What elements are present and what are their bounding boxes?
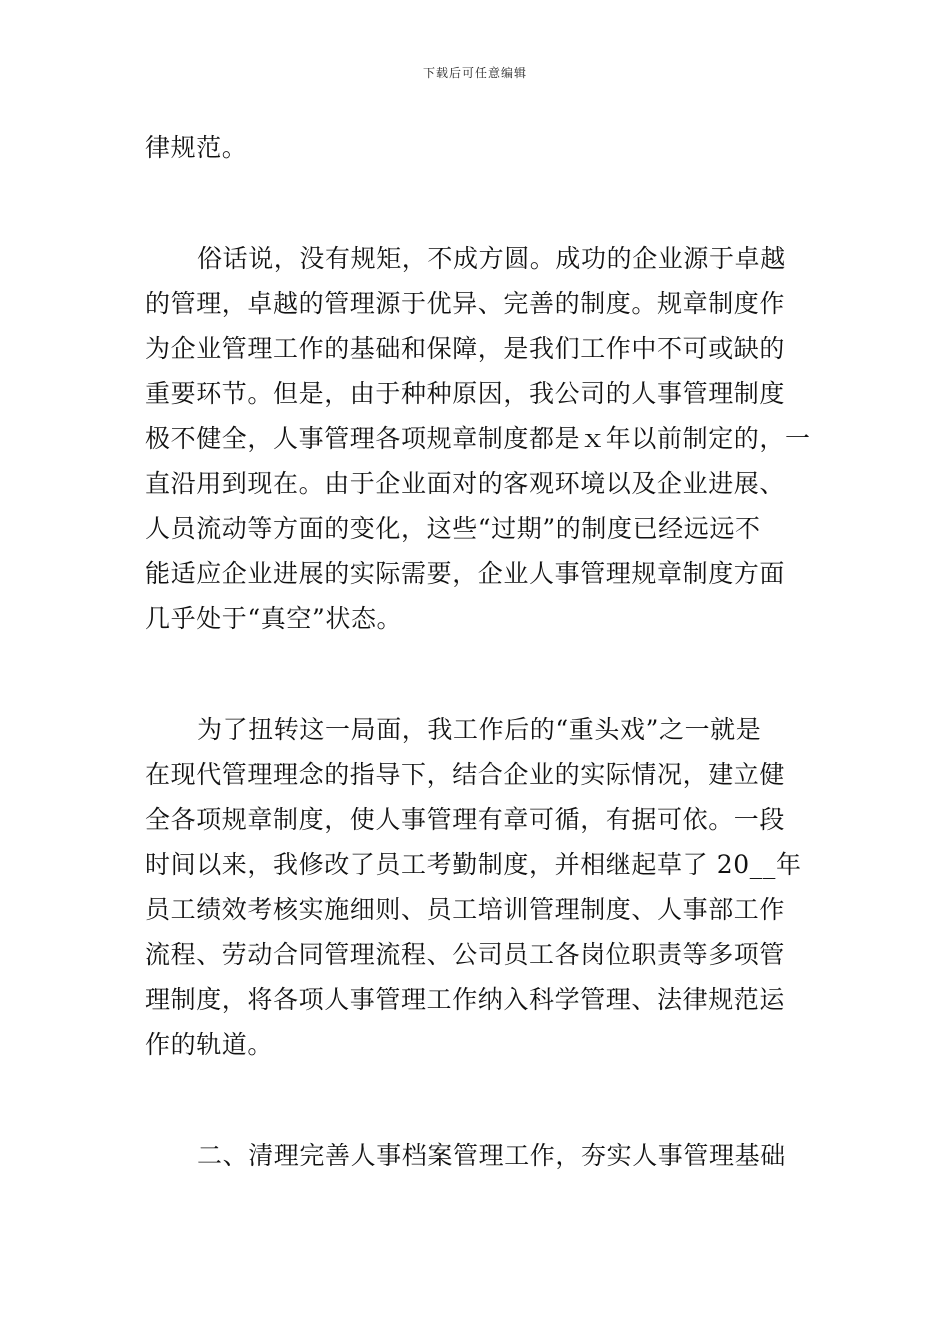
document-body [145, 125, 811, 1178]
text-line: 在现代管理理念的指导下，结合企业的实际情况，建立健 [145, 760, 786, 789]
header-note: 下载后可任意编辑 [422, 66, 527, 80]
text-line: 为了扭转这一局面，我工作后的“重头戏”之一就是 [197, 715, 762, 744]
text-line: 员工绩效考核实施细则、员工培训管理制度、人事部工作 [145, 895, 786, 924]
text-line: 律规范。 [145, 133, 248, 162]
text-line: 极不健全，人事管理各项规章制度都是ｘ年以前制定的，一 [145, 424, 811, 453]
text-line: 直沿用到现在。由于企业面对的客观环境以及企业进展、 [145, 469, 786, 498]
text-line: 作的轨道。 [145, 1030, 274, 1059]
text-line: 为企业管理工作的基础和保障，是我们工作中不可或缺的 [145, 334, 786, 363]
section-heading [145, 1133, 807, 1178]
section-heading-text: 二、清理完善人事档案管理工作，夯实人事管理基础 [197, 1141, 786, 1170]
paragraph-gap [145, 170, 807, 236]
text-line: 重要环节。但是，由于种种原因，我公司的人事管理制度 [145, 379, 786, 408]
paragraph-gap [145, 641, 807, 707]
text-line: 全各项规章制度，使人事管理有章可循，有据可依。一段 [145, 805, 786, 834]
text-line: 人员流动等方面的变化，这些“过期”的制度已经远远不 [145, 514, 761, 543]
paragraph [145, 125, 807, 170]
text-line: 几乎处于“真空”状态。 [145, 604, 403, 633]
text-line: 俗话说，没有规矩，不成方圆。成功的企业源于卓越 [197, 244, 786, 273]
paragraph-gap [145, 1067, 807, 1133]
text-line: 流程、劳动合同管理流程、公司员工各岗位职责等多项管 [145, 940, 786, 969]
text-line: 能适应企业进展的实际需要，企业人事管理规章制度方面 [145, 559, 786, 588]
paragraph [145, 707, 807, 1067]
text-line: 理制度，将各项人事管理工作纳入科学管理、法律规范运 [145, 985, 786, 1014]
text-line: 的管理，卓越的管理源于优异、完善的制度。规章制度作 [145, 289, 786, 318]
text-line: 时间以来，我修改了员工考勤制度，并相继起草了 20__年 [145, 850, 802, 879]
paragraph [145, 236, 811, 641]
